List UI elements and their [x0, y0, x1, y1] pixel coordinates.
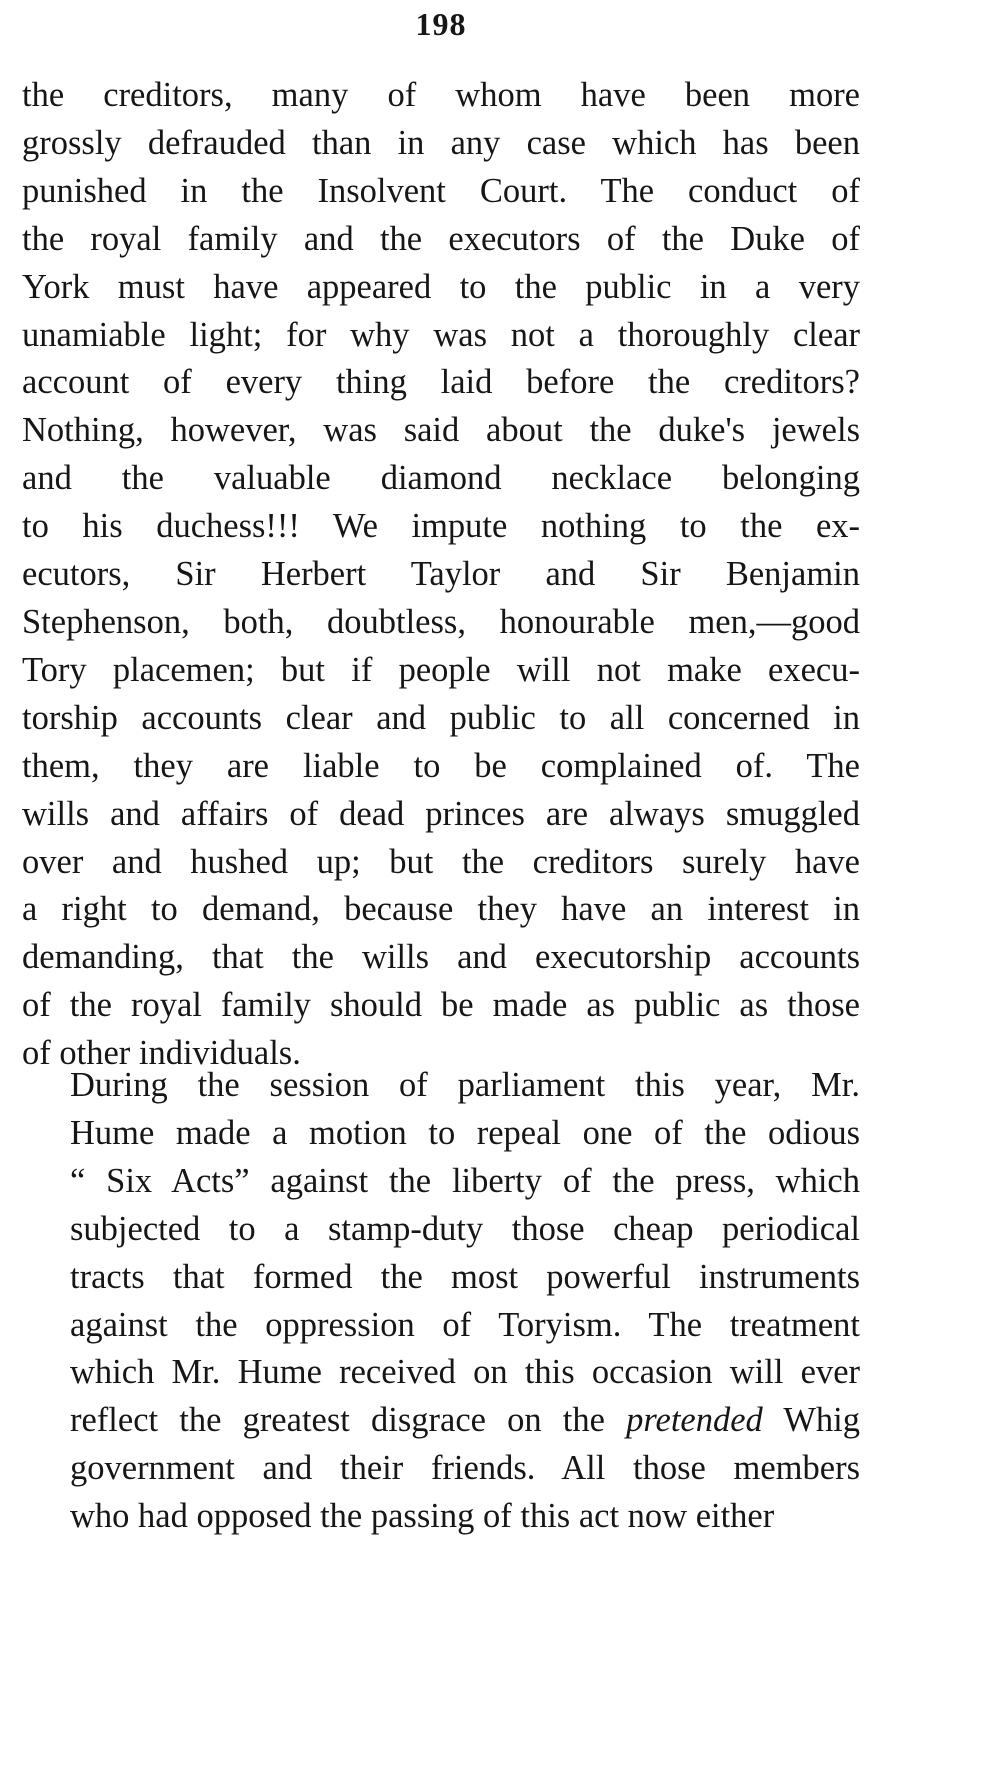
- text-line: to his duchess!!! We impute nothing to the ex-: [22, 507, 860, 546]
- text-line: government and their friends. All those members: [70, 1449, 860, 1488]
- page-number: 198: [415, 6, 467, 42]
- paragraph-2: [22, 1062, 860, 1541]
- text-line: tracts that formed the most powerful instruments: [70, 1257, 860, 1296]
- text-line: During the session of parliament this year, Mr.: [70, 1066, 860, 1104]
- text-line: Tory placemen; but if people will not make execu-: [22, 650, 860, 689]
- text-line: grossly defrauded than in any case which has been: [22, 123, 860, 162]
- text-line: a right to demand, because they have an interest in: [22, 890, 860, 929]
- document-page: [22, 0, 860, 1773]
- text-line: Stephenson, both, doubtless, honourable men,—good: [22, 602, 860, 641]
- text-line-with-emphasis: [22, 1397, 860, 1445]
- text-line: of other individuals.: [22, 1034, 301, 1073]
- text-segment: Whig: [783, 1401, 860, 1440]
- text-line: Nothing, however, was said about the duke's jewels: [22, 411, 860, 450]
- text-line: and the valuable diamond necklace belonging: [22, 459, 860, 498]
- text-line: account of every thing laid before the creditors?: [22, 363, 860, 402]
- text-line: the creditors, many of whom have been more: [22, 76, 860, 114]
- text-line: which Mr. Hume received on this occasion will ever: [70, 1353, 860, 1392]
- text-line: Hume made a motion to repeal one of the odious: [70, 1113, 860, 1152]
- text-line: of the royal family should be made as public as those: [22, 986, 860, 1025]
- text-line: over and hushed up; but the creditors surely have: [22, 842, 860, 881]
- text-line: ecutors, Sir Herbert Taylor and Sir Benjamin: [22, 555, 860, 594]
- text-line: the royal family and the executors of the Duke of: [22, 219, 860, 258]
- paragraph-1: [22, 72, 860, 1078]
- text-line: subjected to a stamp-duty those cheap periodical: [70, 1209, 860, 1248]
- text-line: demanding, that the wills and executorship accounts: [22, 938, 860, 977]
- emphasis-italic: pretended: [626, 1401, 763, 1440]
- text-line: them, they are liable to be complained of. The: [22, 746, 860, 785]
- text-segment: reflect the greatest disgrace on the: [70, 1401, 605, 1440]
- text-line: torship accounts clear and public to all concerned in: [22, 698, 860, 737]
- text-line: York must have appeared to the public in a very: [22, 267, 860, 306]
- text-line: “ Six Acts” against the liberty of the press, which: [70, 1161, 860, 1200]
- text-line: against the oppression of Toryism. The treatment: [70, 1305, 860, 1344]
- text-line: unamiable light; for why was not a thoroughly clear: [22, 315, 860, 354]
- text-line: who had opposed the passing of this act now either: [70, 1497, 775, 1536]
- text-line: wills and affairs of dead princes are always smuggled: [22, 794, 860, 833]
- text-line: punished in the Insolvent Court. The conduct of: [22, 171, 860, 210]
